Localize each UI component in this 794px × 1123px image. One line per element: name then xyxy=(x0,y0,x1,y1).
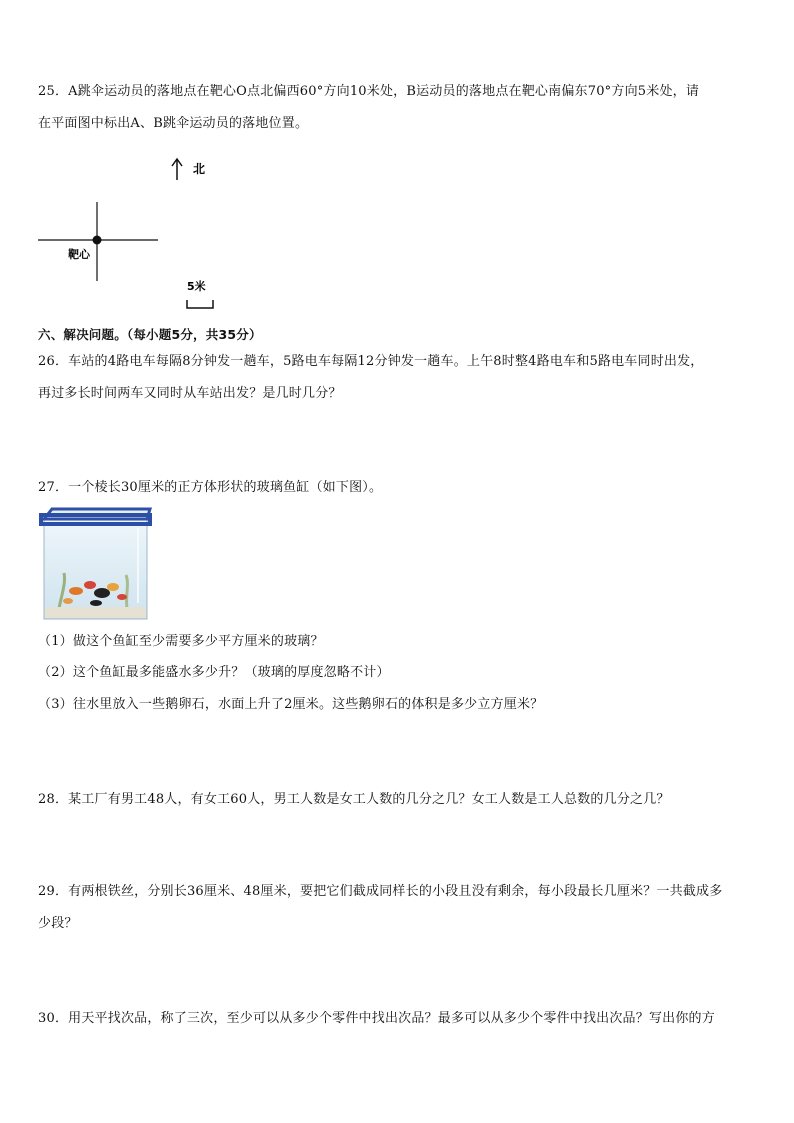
fish-tank-image xyxy=(38,503,153,623)
direction-diagram xyxy=(30,150,230,320)
north-label: 北 xyxy=(193,162,206,176)
q29-text-line2: 少段？ xyxy=(38,916,78,931)
q25-text-line2: 在平面图中标出A、B跳伞运动员的落地位置。 xyxy=(38,116,309,131)
q30-text: 30．用天平找次品，称了三次，至少可以从多少个零件中找出次品？最多可以从多少个零件中找出次品？写出你的方 xyxy=(38,1011,715,1026)
scale-label: 5米 xyxy=(187,280,206,293)
q27-sub1: （1）做这个鱼缸至少需要多少平方厘米的玻璃？ xyxy=(38,634,324,649)
scale-bar xyxy=(187,300,213,308)
q27-sub2: （2）这个鱼缸最多能盛水多少升？（玻璃的厚度忽略不计） xyxy=(38,665,390,680)
q26-text-line2: 再过多长时间两车又同时从车站出发？是几时几分？ xyxy=(38,386,342,401)
section-heading: 六、解决问题。（每小题5分，共35分） xyxy=(38,327,262,342)
target-center-dot xyxy=(93,236,102,245)
north-arrow-icon xyxy=(172,159,182,180)
q27-sub3: （3）往水里放入一些鹅卵石，水面上升了2厘米。这些鹅卵石的体积是多少立方厘米？ xyxy=(38,697,544,712)
q26-text-line1: 26．车站的4路电车每隔8分钟发一趟车，5路电车每隔12分钟发一趟车。上午8时整4路电车和5路电车同时出发， xyxy=(38,354,704,369)
target-center-label: 靶心 xyxy=(68,248,90,261)
q29-text-line1: 29．有两根铁丝，分别长36厘米、48厘米，要把它们截成同样长的小段且没有剩余，每小段最长几厘米？一共截成多 xyxy=(38,884,723,899)
q27-intro: 27．一个棱长30厘米的正方体形状的玻璃鱼缸（如下图）。 xyxy=(38,480,383,495)
q28-text: 28．某工厂有男工48人，有女工60人，男工人数是女工人数的几分之几？女工人数是工人总数的几分之几？ xyxy=(38,792,670,807)
q25-text-line1: 25．A跳伞运动员的落地点在靶心O点北偏西60°方向10米处，B运动员的落地点在靶心南偏东70°方向5米处，请 xyxy=(38,84,700,99)
